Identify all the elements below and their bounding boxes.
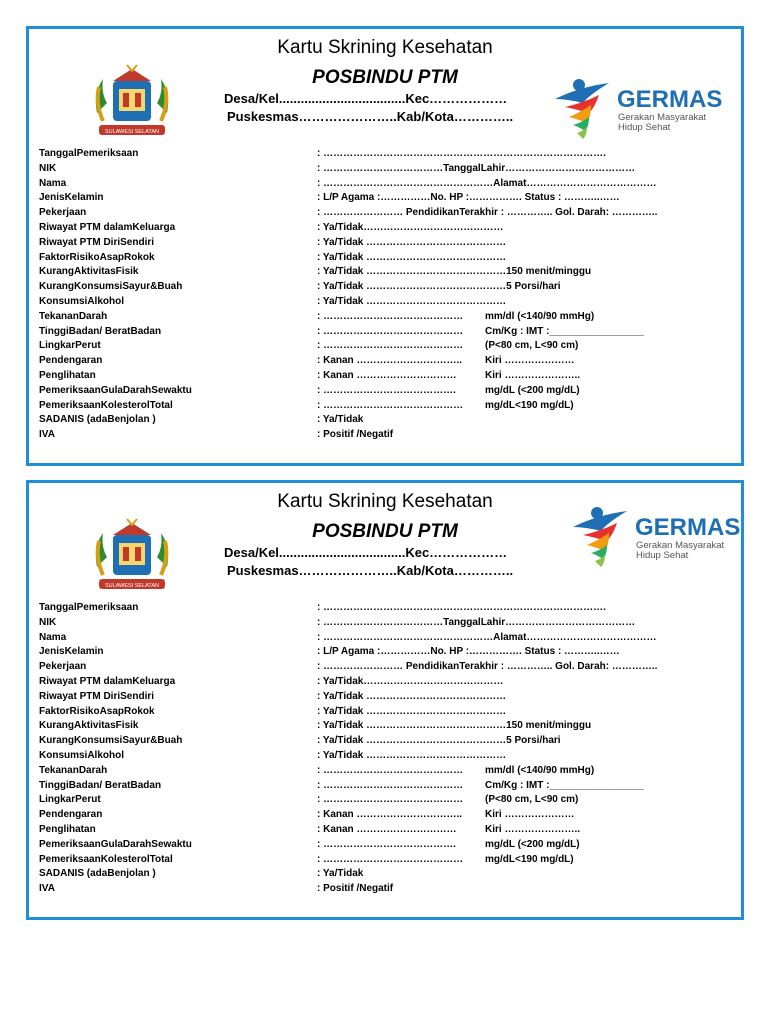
field-list [39,602,729,898]
field-row [39,355,729,370]
svg-text:SULAWESI SELATAN: SULAWESI SELATAN [105,583,159,589]
field-row [39,602,729,617]
field-label: TinggiBadan/ BeratBadan [39,325,162,337]
field-value: : …………………… PendidikanTerakhir : ………….. Gol. Darah: ………….. [317,207,658,219]
field-extra: Kiri ………………….. [485,823,581,835]
field-value: : Ya/Tidak [317,868,364,880]
field-label: Pendengaran [39,355,103,367]
field-row [39,676,729,691]
field-row [39,178,729,193]
card-subtitle: POSBINDU PTM [312,67,458,88]
field-value: : L/P Agama :……………No. HP :……………. Status : ………..…… [317,646,620,658]
field-row [39,765,729,780]
field-label: LingkarPerut [39,794,101,806]
field-value: : Kanan ………………………… [317,369,457,381]
field-label: Pekerjaan [39,661,87,673]
field-value: : Ya/Tidak ……………………………………150 menit/minggu [317,266,592,278]
field-label: Riwayat PTM dalamKeluarga [39,675,176,687]
field-row [39,794,729,809]
field-value: : Ya/Tidak …………………………………… [317,690,507,702]
field-value: : Ya/Tidak …………………………………… [317,705,507,717]
field-extra: mm/dl (<140/90 mmHg) [485,310,595,322]
puskesmas-kabkota-line: Puskesmas…………………..Kab/Kota………….. [227,563,514,578]
field-label: FaktorRisikoAsapRokok [39,251,155,263]
field-label: KurangKonsumsiSayur&Buah [39,735,183,747]
field-label: Pendengaran [39,809,103,821]
field-label: TekananDarah [39,310,108,322]
field-label: KurangKonsumsiSayur&Buah [39,281,183,293]
field-row [39,414,729,429]
field-label: Penglihatan [39,369,96,381]
field-value: : …………………… PendidikanTerakhir : ………….. Gol. Darah: ………….. [317,661,658,673]
card-title: Kartu Skrining Kesehatan [277,37,493,58]
field-row [39,163,729,178]
svg-text:GERMAS: GERMAS [635,514,741,541]
desa-kec-line: Desa/Kel...................................Kec……………… [224,545,508,560]
svg-text:Gerakan Masyarakat: Gerakan Masyarakat [636,540,725,551]
field-extra: mg/dL<190 mg/dL) [485,399,574,411]
field-label: KurangAktivitasFisik [39,720,139,732]
germas-mark-icon [567,501,762,579]
field-extra: mg/dL (<200 mg/dL) [485,838,580,850]
field-value: : Kanan ………………………….. [317,355,463,367]
field-row [39,370,729,385]
field-label: IVA [39,883,55,895]
field-value: : ……………………………………………Alamat………………………………… [317,631,657,643]
field-row [39,148,729,163]
field-row [39,691,729,706]
field-label: Penglihatan [39,823,96,835]
field-row [39,207,729,222]
field-value: : Kanan ………………………….. [317,809,463,821]
field-row [39,750,729,765]
field-value: : Ya/Tidak ……………………………………5 Porsi/hari [317,281,561,293]
field-row [39,192,729,207]
field-row [39,252,729,267]
svg-text:GERMAS: GERMAS [617,86,723,113]
card-title: Kartu Skrining Kesehatan [277,491,493,512]
field-row [39,617,729,632]
field-value: : Ya/Tidak ……………………………………5 Porsi/hari [317,735,561,747]
field-value: : …………………………………… [317,853,464,865]
field-value: : Ya/Tidak [317,414,364,426]
field-label: SADANIS (adaBenjolan ) [39,868,156,880]
field-row [39,720,729,735]
field-label: Nama [39,631,67,643]
field-label: KonsumsiAlkohol [39,749,125,761]
field-label: TekananDarah [39,764,108,776]
provincial-emblem-icon [89,63,175,141]
field-label: KurangAktivitasFisik [39,266,139,278]
field-row [39,429,729,444]
card-subtitle: POSBINDU PTM [312,521,458,542]
field-label: Riwayat PTM DiriSendiri [39,236,155,248]
field-label: PemeriksaanKolesterolTotal [39,399,173,411]
svg-text:SULAWESI SELATAN: SULAWESI SELATAN [105,129,159,135]
field-value: : …………………………………. [317,384,456,396]
field-label: SADANIS (adaBenjolan ) [39,414,156,426]
field-row [39,385,729,400]
field-extra: Kiri ………………… [485,355,575,367]
field-label: LingkarPerut [39,340,101,352]
svg-text:Hidup Sehat: Hidup Sehat [618,122,671,133]
field-value: : …………………………………… [317,399,464,411]
field-value: : ………………………………TanggalLahir………………………………… [317,162,636,174]
field-row [39,661,729,676]
field-extra: Kiri ………………….. [485,369,581,381]
field-row [39,883,729,898]
field-label: Riwayat PTM dalamKeluarga [39,221,176,233]
field-row [39,237,729,252]
field-value: : Ya/Tidak …………………………………… [317,236,507,248]
field-value: : …………………………………… [317,779,464,791]
field-row [39,222,729,237]
field-value: : Ya/Tidak …………………………………… [317,251,507,263]
field-value: : Positif /Negatif [317,883,394,895]
field-row [39,780,729,795]
field-label: IVA [39,429,55,441]
field-row [39,281,729,296]
field-row [39,326,729,341]
field-label: PemeriksaanGulaDarahSewaktu [39,384,192,396]
field-label: PemeriksaanKolesterolTotal [39,853,173,865]
field-extra: (P<80 cm, L<90 cm) [485,794,579,806]
field-row [39,296,729,311]
field-value: : Positif /Negatif [317,429,394,441]
field-label: TinggiBadan/ BeratBadan [39,779,162,791]
field-label: NIK [39,162,57,174]
svg-text:Gerakan Masyarakat: Gerakan Masyarakat [618,112,707,123]
field-value: : …………………………………… [317,310,464,322]
field-row [39,340,729,355]
field-label: FaktorRisikoAsapRokok [39,705,155,717]
svg-text:Hidup Sehat: Hidup Sehat [636,550,689,561]
field-label: NIK [39,616,57,628]
field-value: : L/P Agama :……………No. HP :……………. Status : ………..…… [317,192,620,204]
screening-card-2 [26,480,744,920]
field-row [39,868,729,883]
field-row [39,400,729,415]
field-row [39,266,729,281]
provincial-emblem-icon [89,517,175,595]
field-label: Nama [39,177,67,189]
field-extra: Cm/Kg : IMT :_________________ [485,325,644,337]
field-label: JenisKelamin [39,646,104,658]
field-extra: mm/dl (<140/90 mmHg) [485,764,595,776]
field-row [39,824,729,839]
field-row [39,809,729,824]
field-value: : Kanan ………………………… [317,823,457,835]
germas-mark-icon [549,73,744,151]
germas-logo [549,73,744,151]
field-value: : ………………………………TanggalLahir………………………………… [317,616,636,628]
field-label: Riwayat PTM DiriSendiri [39,690,155,702]
field-label: TanggalPemeriksaan [39,602,139,613]
field-row [39,706,729,721]
field-value: : …………………………………………………………………………. [317,148,606,159]
field-value: : …………………………………… [317,340,464,352]
field-extra: Cm/Kg : IMT :_________________ [485,779,644,791]
field-extra: mg/dL<190 mg/dL) [485,853,574,865]
field-value: : …………………………………………………………………………. [317,602,606,613]
field-value: : …………………………………. [317,838,456,850]
field-row [39,735,729,750]
puskesmas-kabkota-line: Puskesmas…………………..Kab/Kota………….. [227,109,514,124]
field-list [39,148,729,444]
field-label: PemeriksaanGulaDarahSewaktu [39,838,192,850]
desa-kec-line: Desa/Kel...................................Kec……………… [224,91,508,106]
field-label: TanggalPemeriksaan [39,148,139,159]
field-row [39,854,729,869]
field-row [39,646,729,661]
field-value: : …………………………………… [317,764,464,776]
field-value: : Ya/Tidak …………………………………… [317,295,507,307]
screening-card-1 [26,26,744,466]
field-row [39,311,729,326]
field-value: : ……………………………………………Alamat………………………………… [317,177,657,189]
field-label: Pekerjaan [39,207,87,219]
field-extra: mg/dL (<200 mg/dL) [485,384,580,396]
field-value: : …………………………………… [317,794,464,806]
field-value: : Ya/Tidak…………………………………… [317,675,504,687]
field-extra: (P<80 cm, L<90 cm) [485,340,579,352]
field-label: JenisKelamin [39,192,104,204]
field-value: : Ya/Tidak ……………………………………150 menit/minggu [317,720,592,732]
germas-logo [567,501,762,579]
field-row [39,839,729,854]
field-label: KonsumsiAlkohol [39,295,125,307]
field-row [39,632,729,647]
field-value: : Ya/Tidak…………………………………… [317,221,504,233]
field-value: : …………………………………… [317,325,464,337]
field-extra: Kiri ………………… [485,809,575,821]
field-value: : Ya/Tidak …………………………………… [317,749,507,761]
